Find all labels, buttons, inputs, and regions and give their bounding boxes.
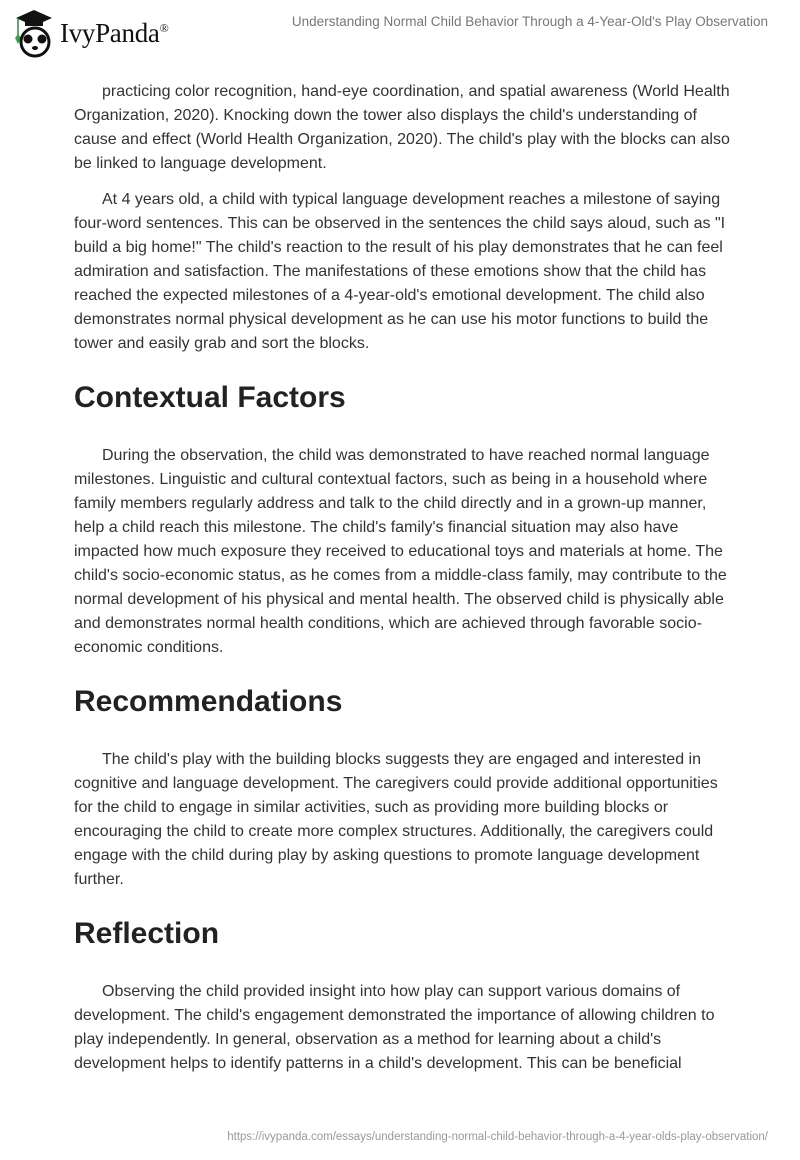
registered-mark: ® bbox=[159, 20, 169, 35]
paragraph: practicing color recognition, hand-eye coordination, and spatial awareness (World Health Organization, 2020). Knocking down the tower also displays the child's understanding of cause and effect (World Health Organization, 2020). The child's play with the blocks can also be linked to language development. bbox=[74, 83, 730, 172]
logo-text: IvyPanda bbox=[60, 17, 160, 48]
panda-graduate-icon bbox=[14, 8, 54, 58]
page-header bbox=[0, 0, 800, 70]
paragraph: Observing the child provided insight into how play can support various domains of development. The child's engagement demonstrated the importance of allowing children to play independently. In general, observation as a method for learning about a child's development helps to identify patterns in a child's development. This can be beneficial bbox=[74, 983, 715, 1072]
essay-content bbox=[74, 80, 730, 1088]
paragraph: At 4 years old, a child with typical language development reaches a milestone of saying four-word sentences. This can be observed in the sentences the child says aloud, such as "I build a big home!" The child's reaction to the result of his play demonstrates that he can feel admiration and satisfaction. The manifestations of these emotions show that the child has reached the expected milestones of a 4-year-old's emotional development. The child also demonstrates normal physical development as he can use his motor functions to build the tower and easily grab and sort the blocks. bbox=[74, 191, 726, 352]
document-title: Understanding Normal Child Behavior Through a 4-Year-Old's Play Observation bbox=[291, 14, 768, 29]
heading-recommendations: Recommendations bbox=[74, 685, 343, 718]
paragraph: During the observation, the child was demonstrated to have reached normal language milestones. Linguistic and cultural contextual factors, such as being in a household where family members regularly address and talk to the child directly and in a grown-up manner, help a child reach this milestone. The child's family's financial situation may also have impacted how much exposure they received to educational toys and materials at home. The child's socio-economic status, as he comes from a middle-class family, may contribute to the normal development of his physical and mental health. The observed child is physically able and demonstrates normal health conditions, which are achieved through favorable socio-economic conditions. bbox=[74, 447, 727, 656]
source-url[interactable]: https://ivypanda.com/essays/understanding-normal-child-behavior-through-a-4-year-olds-play-observation/ bbox=[227, 1131, 768, 1143]
ivypanda-logo[interactable] bbox=[14, 8, 168, 58]
paragraph: The child's play with the building blocks suggests they are engaged and interested in cognitive and language development. The caregivers could provide additional opportunities for the child to engage in similar activities, such as providing more building blocks or encouraging the child to create more complex structures. Additionally, the caregivers could engage with the child during play by asking questions to promote language development further. bbox=[74, 751, 718, 888]
heading-contextual-factors: Contextual Factors bbox=[74, 381, 346, 414]
heading-reflection: Reflection bbox=[74, 917, 220, 950]
